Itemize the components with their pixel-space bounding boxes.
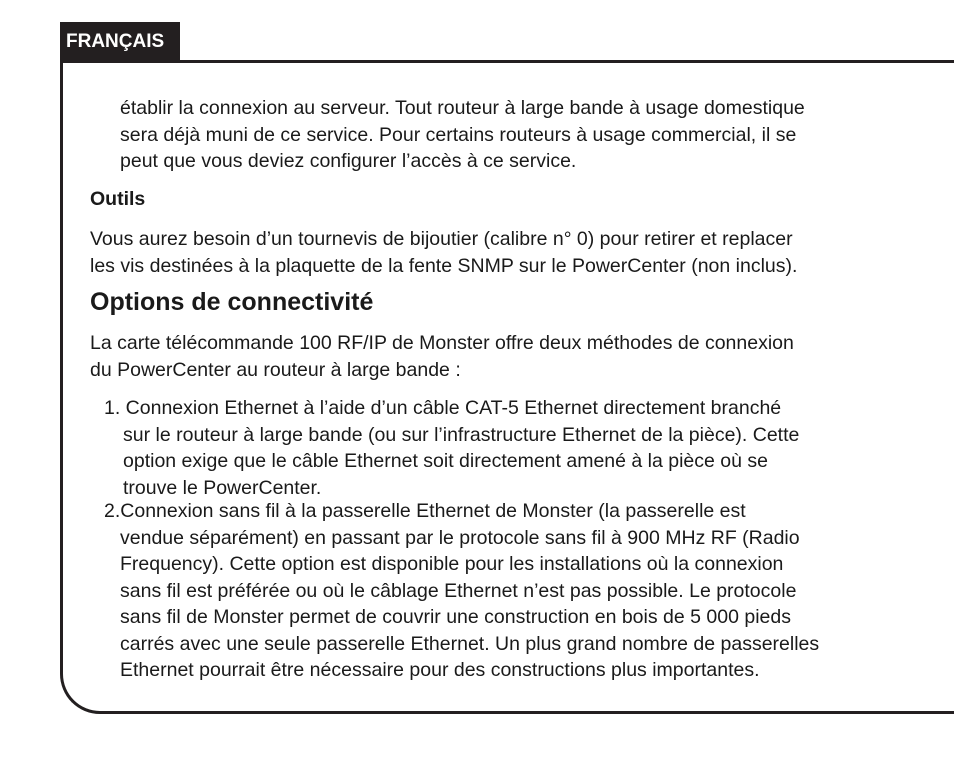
tools-paragraph (90, 226, 797, 279)
text-line: établir la connexion au serveur. Tout routeur à large bande à usage domestique (120, 97, 805, 119)
connectivity-heading: Options de connectivité (90, 288, 374, 316)
list-item-first-line: 1. Connexion Ethernet à l’aide d’un câble CAT-5 Ethernet directement branché (104, 397, 782, 419)
text-line: les vis destinées à la plaquette de la fente SNMP sur le PowerCenter (non inclus). (90, 254, 798, 277)
text-line: du PowerCenter au routeur à large bande : (90, 358, 461, 381)
text-line: option exige que le câble Ethernet soit directement amené à la pièce où se (123, 450, 768, 472)
list-item-first-line: 2.Connexion sans fil à la passerelle Ethernet de Monster (la passerelle est (104, 500, 746, 522)
text-line: sera déjà muni de ce service. Pour certains routeurs à usage commercial, il se (120, 123, 797, 146)
text-line: sans fil est préférée ou où le câblage Ethernet n’est pas possible. Le protocole (120, 579, 797, 602)
text-line: peut que vous deviez configurer l’accès à ce service. (120, 150, 577, 172)
text-line: sans fil de Monster permet de couvrir une construction en bois de 5 000 pieds (120, 606, 791, 628)
text-line: Vous aurez besoin d’un tournevis de bijoutier (calibre n° 0) pour retirer et replacer (90, 228, 793, 250)
text-line: La carte télécommande 100 RF/IP de Monster offre deux méthodes de connexion (90, 332, 794, 354)
text-line: trouve le PowerCenter. (123, 476, 322, 499)
language-tab: FRANÇAIS (60, 22, 180, 62)
text-line: carrés avec une seule passerelle Ethernet. Un plus grand nombre de passerelles (120, 632, 820, 655)
list-item (104, 498, 819, 684)
tools-heading: Outils (90, 188, 146, 210)
connectivity-paragraph (90, 330, 794, 383)
list-item (104, 395, 799, 501)
text-line: Frequency). Cette option est disponible pour les installations où la connexion (120, 553, 784, 575)
text-line: sur le routeur à large bande (ou sur l’infrastructure Ethernet de la pièce). Cette (123, 423, 800, 446)
text-line: vendue séparément) en passant par le protocole sans fil à 900 MHz RF (Radio (120, 526, 800, 549)
text-line: Ethernet pourrait être nécessaire pour des constructions plus importantes. (120, 659, 760, 681)
intro-paragraph (120, 95, 805, 175)
